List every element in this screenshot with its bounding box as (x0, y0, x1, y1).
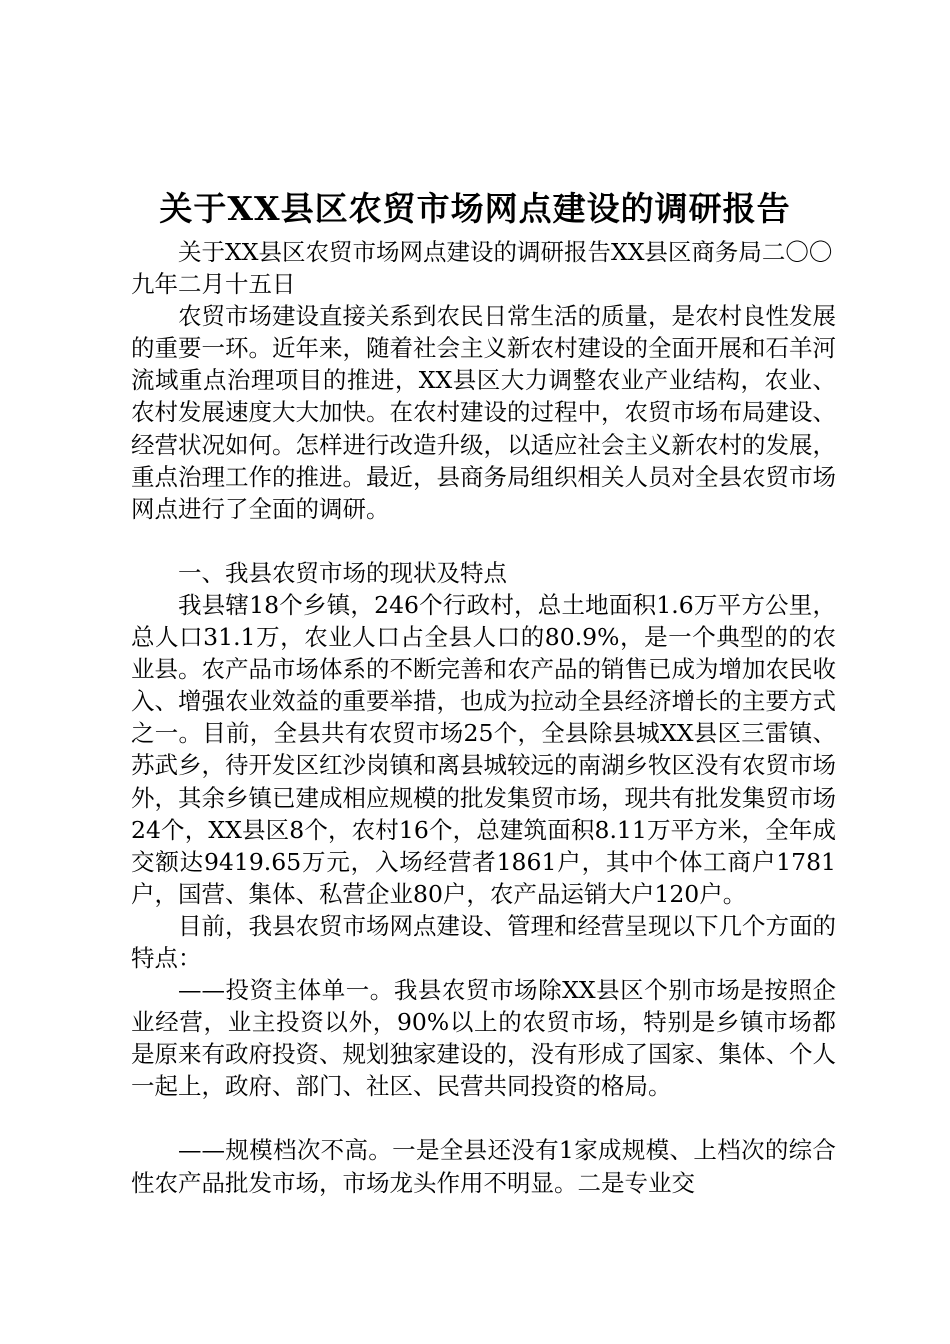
document-byline: 关于XX县区农贸市场网点建设的调研报告XX县区商务局二〇〇九年二月十五日 (131, 238, 833, 299)
feature-paragraph: ——投资主体单一。我县农贸市场除XX县区个别市场是按照企业经营，业主投资以外，90%以上的农贸市场，特别是乡镇市场都是原来有政府投资、规划独家建设的，没有形成了国家、集体、个人一起上，政府、部门、社区、民营共同投资的格局。 (131, 976, 836, 1101)
feature-paragraph: ——规模档次不高。一是全县还没有1家成规模、上档次的综合性农产品批发市场，市场龙头作用不明显。二是专业交 (131, 1136, 836, 1197)
document-title: 关于XX县区农贸市场网点建设的调研报告 (159, 189, 791, 228)
body-paragraph: 目前，我县农贸市场网点建设、管理和经营呈现以下几个方面的特点： (131, 911, 836, 972)
document-body (131, 236, 836, 1199)
body-paragraph: 我县辖18个乡镇，246个行政村，总土地面积1.6万平方公里，总人口31.1万，农业人口占全县人口的80.9%，是一个典型的的农业县。农产品市场体系的不断完善和农产品的销售已成为增加农民收入、增强农业效益的重要举措，也成为拉动全县经济增长的主要方式之一。目前，全县共有农贸市场25个，全县除县城XX县区三雷镇、苏武乡，待开发区红沙岗镇和离县城较远的南湖乡牧区没有农贸市场外，其余乡镇已建成相应规模的批发集贸市场，现共有批发集贸市场24个，XX县区8个，农村16个，总建筑面积8.11万平方米，全年成交额达9419.65万元，入场经营者1861户，其中个体工商户1781户，国营、集体、私营企业80户，农产品运销大户120户。 (131, 590, 836, 908)
intro-paragraph: 农贸市场建设直接关系到农民日常生活的质量，是农村良性发展的重要一环。近年来，随着社会主义新农村建设的全面开展和石羊河流域重点治理项目的推进，XX县区大力调整农业产业结构，农业、农村发展速度大大加快。在农村建设的过程中，农贸市场布局建设、经营状况如何。怎样进行改造升级，以适应社会主义新农村的发展，重点治理工作的推进。最近，县商务局组织相关人员对全县农贸市场网点进行了全面的调研。 (131, 302, 836, 523)
section-heading: 一、我县农贸市场的现状及特点 (178, 558, 507, 587)
